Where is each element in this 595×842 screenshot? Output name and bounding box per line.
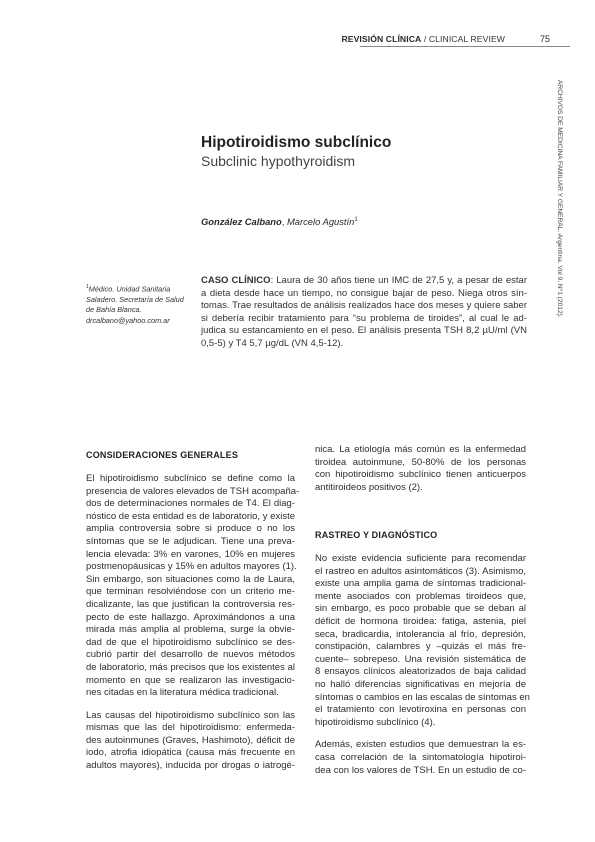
text-line: adultos mayores), inducida por drogas o iatrogé- — [86, 760, 295, 772]
case-label: CASO CLÍNICO — [201, 275, 271, 286]
text-line: sin embargo, es poco probable que se deban al — [315, 603, 526, 615]
page-number: 75 — [540, 34, 551, 44]
paragraph — [86, 473, 300, 700]
text-line: nóstico de esta entidad es de laboratorio, y existe — [86, 510, 295, 522]
text-line: cuente– sobrepeso. Una revisión sistemática de — [315, 653, 526, 665]
journal-vertical-info — [553, 80, 565, 320]
section-heading-consideraciones: CONSIDERACIONES GENERALES — [86, 450, 239, 460]
author-line — [201, 216, 358, 227]
article-subtitle: Subclinic hypothyroidism — [201, 153, 356, 169]
author-footnote-mark: 1 — [354, 216, 358, 223]
case-line: judica su estancamiento en el peso. El análisis presenta TSH 8,2 µU/ml (VN — [201, 325, 527, 337]
text-line: dea con los valores de TSH. En un estudio de co- — [315, 764, 526, 776]
text-line: síntomas o cambios en las escalas de síntomas en — [315, 691, 530, 703]
section-label-es: REVISIÓN CLÍNICA — [341, 34, 422, 44]
text-line: antitiroideos positivos (2). — [315, 481, 423, 493]
running-header — [341, 34, 505, 44]
affiliation-line: de Bahía Blanca. — [86, 305, 142, 315]
case-line: tomas. Trae resultados de análisis realizados hace dos meses y quiere saber — [201, 300, 527, 312]
text-line: amplia controversia sobre si produce o no los — [86, 523, 295, 535]
text-line: Las causas del hipotiroidismo subclínico son las — [86, 709, 295, 721]
text-line: que terminan resolviéndose con un criterio me- — [86, 586, 295, 598]
right-column-top — [315, 444, 526, 504]
text-line: Sin embargo, son situaciones como la de Laura, — [86, 573, 295, 585]
text-line: des autoinmunes (Graves, Hashimoto), déficit de — [86, 734, 295, 746]
text-line: postmenopáusicas y 15% en adultos mayores (1). — [86, 561, 297, 573]
case-line: CASO CLÍNICO: Laura de 30 años tiene un IMC de 27,5 y, a pesar de estar — [201, 275, 528, 286]
text-line: nica. La etiología más común es la enfermedad — [315, 444, 526, 455]
text-line: lencia elevada: 3% en varones, 10% en mujeres — [86, 548, 295, 560]
author-surname: González Calbano — [201, 216, 282, 227]
left-column — [86, 473, 300, 783]
affiliation-note — [86, 282, 196, 326]
case-line: si debería recibir tratamiento para “su problema de tiroides”, al cual le ad- — [201, 312, 527, 324]
case-line: 0,5-5) y T4 5,7 µg/dL (VN 4,5-12). — [201, 337, 344, 349]
text-line: mirada más amplia al problema, surge la obvie- — [86, 624, 295, 636]
text-line: síntomas que se le adjudican. Tiene una preva- — [86, 535, 295, 547]
affiliation-email: drcalbano@yahoo.com.ar — [86, 315, 170, 325]
text-line: el rastreo en adultos asintomáticos (3). Asimismo, — [315, 565, 526, 577]
text-line: Además, existen estudios que demuestran la es- — [315, 739, 526, 751]
article-title: Hipotiroidismo subclínico — [201, 134, 392, 151]
section-label-en: CLINICAL REVIEW — [428, 34, 505, 44]
paragraph — [315, 553, 530, 729]
text-line: existe una amplia gama de síntomas tradicional- — [315, 578, 526, 590]
text-line: momento en que se realizaron las investigacio- — [86, 674, 295, 686]
text-line: déficit de hormona tiroidea: fatiga, astenia, piel — [315, 615, 526, 627]
text-line: con hipotiroidismo subclínico tienen anticuerpos — [315, 469, 526, 481]
text-line: de laboratorio, más precisos que los existentes al — [86, 661, 295, 673]
text-line: nes citadas en la literatura médica tradicional. — [86, 687, 279, 699]
text-line: mismas que las del hipotiroidismo: enfermeda- — [86, 722, 295, 734]
affiliation-line: $^1$Médico. Unidad Sanitaria — [86, 284, 171, 294]
right-column-bottom — [315, 553, 530, 787]
text-line: mente asociados con problemas tiroideos que, — [315, 590, 526, 602]
text-line: dicalizante, las que justifican la controversia res- — [86, 598, 295, 610]
text-line: cubrió partir del desarrollo de nuevos métodos — [86, 649, 295, 661]
section-separator: / — [423, 34, 427, 44]
text-line: dad de que el hipotiroidismo subclínico se des- — [86, 636, 295, 648]
text-line: No existe evidencia suficiente para recomendar — [315, 553, 526, 564]
author-separator: , — [281, 216, 287, 227]
text-line: pecto de este hallazgo. Aproximándonos a una — [86, 611, 295, 623]
affiliation-line: Saladero. Secretaría de Salud — [86, 294, 184, 304]
paragraph — [315, 739, 526, 777]
text-line: tiroidea autoinmune, 50-80% de los personas — [315, 456, 526, 468]
text-line: dos de determinaciones normales de T4. El diag- — [86, 498, 295, 510]
text-line: El hipotiroidismo subclínico se define como la — [86, 473, 295, 484]
header-rule — [360, 46, 570, 47]
text-line: no halló diferencias significativas en mejoría de — [315, 678, 526, 690]
case-line: a dieta desde hace un tiempo, no consigue bajar de peso. Niega otros sín- — [201, 287, 527, 299]
case-paragraph — [201, 275, 527, 351]
text-line: hipotiroidismo subclínico (4). — [315, 716, 436, 728]
paragraph — [315, 444, 526, 494]
text-line: presencia de valores elevados de TSH acompaña- — [86, 485, 300, 497]
text-line: 8 ensayos clínicos aleatorizados de baja calidad — [315, 666, 526, 678]
text-line: seca, bradicardia, intolerancia al frío, depresión, — [315, 628, 526, 640]
text-line: iodo, atrofia idiopática (causa más frecuente en — [86, 747, 295, 759]
author-given-name: Marcelo Agustín — [286, 216, 355, 227]
text-line: casa correlación de la sintomatología hipotiroi- — [315, 751, 526, 763]
paragraph — [86, 710, 295, 773]
text-line: el tratamiento con levotiroxina en personas con — [315, 704, 526, 716]
journal-citation: ARCHIVOS DE MEDICINA FAMILIAR Y GENERAL. Argentina. Vol 9, N°1 (2012). — [556, 80, 563, 318]
text-line: constipación, calambres y –quizás el más fre- — [315, 641, 526, 653]
affiliation-mark: 1 — [86, 284, 89, 290]
section-heading-rastreo: RASTREO Y DIAGNÓSTICO — [315, 530, 438, 540]
